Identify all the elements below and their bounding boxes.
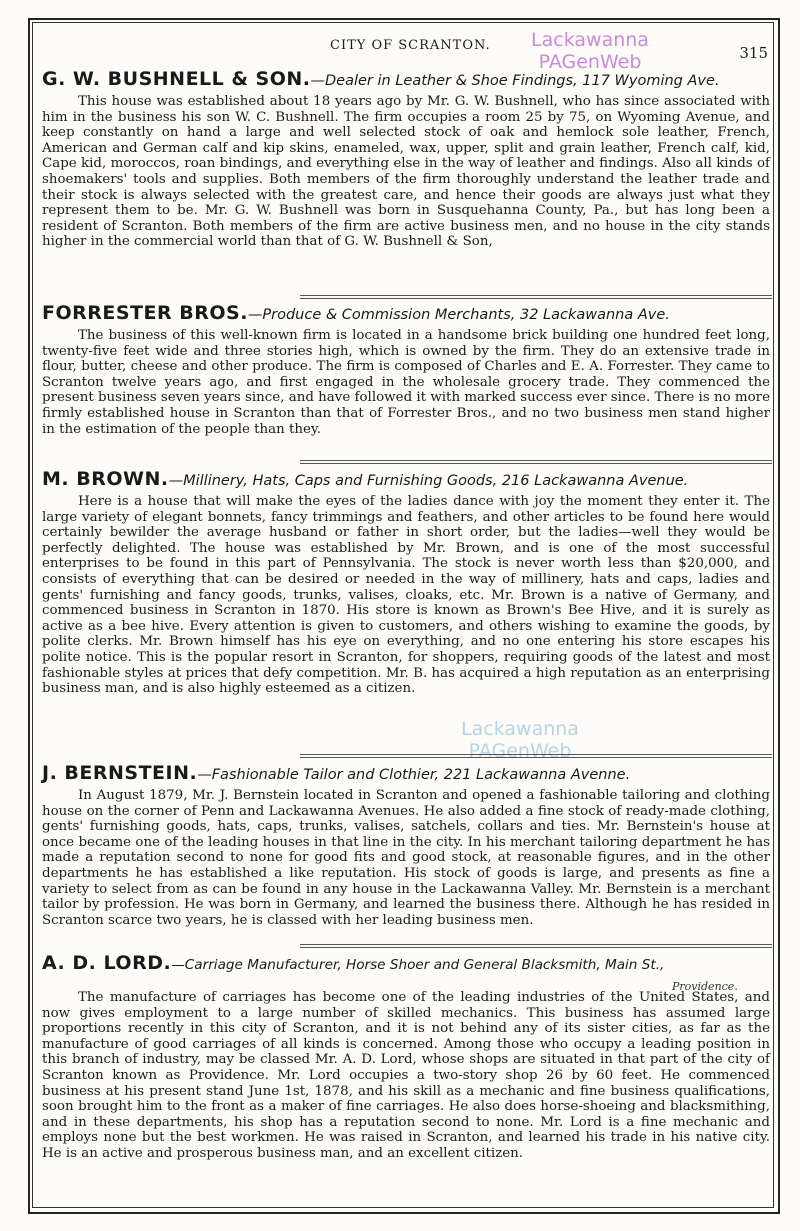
entry-text: The manufacture of carriages has become one of the leading industries of the United States, and now gives employment to a large number of skilled mechanics. This business has assumed large proportions recently in this city of Scranton, and it is not behind any of its sister cities, as far as the manufacture of good carriages of all kinds is concerned. Among those who occupy a leading position in this branch of industry, may be classed Mr. A. D. Lord, whose shops are situated in that part of the city of Scranton known as Providence. Mr. Lord occupies a two-story shop 26 by 60 feet. He commenced business at his present stand June 1st, 1878, and his skill as a mechanic and fine business qualifications, soon brought him to the front as a maker of fine carriages. He also does horse-shoeing and blacksmithing, and in these departments, his shop has a reputation second to none. Mr. Lord is a fine mechanic and employs none but the best workmen. He was raised in Scranton, and learned his trade in his native city. He is an active and prosperous business man, and an excellent citizen. (42, 990, 770, 1161)
entry-lord (42, 950, 770, 1175)
watermark-text: Lackawanna PAGenWeb (531, 29, 649, 73)
section-divider (300, 295, 772, 299)
firm-name: A. D. LORD. (42, 952, 172, 974)
firm-description: —Carriage Manufacturer, Horse Shoer and General Blacksmith, Main St., (171, 957, 665, 973)
entry-bernstein (42, 760, 770, 942)
entry-heading (42, 66, 770, 94)
entry-text: In August 1879, Mr. J. Bernstein located in Scranton and opened a fashionable tailoring and clothing house on the corner of Penn and Lackawanna Avenues. He also added a fine stock of ready-made clothing, gents' furnishing goods, hats, caps, trunks, valises, satchels, collars and ties. Mr. Bernstein's house at once became one of the leading houses in that line in the city. In his merchant tailoring department he has made a reputation second to none for good fits and good stock, at reasonable figures, and in the other departments he has established a like reputation. His stock of goods is large, and presents as fine a variety to select from as can be found in any house in the Lackawanna Valley. Mr. Bernstein is a merchant tailor by profession. He was born in Germany, and learned the business there. Although he has resided in Scranton scarce two years, he is classed with her leading business men. (42, 788, 770, 928)
entry-text: Here is a house that will make the eyes of the ladies dance with joy the moment they enter it. The large variety of elegant bonnets, fancy trimmings and feathers, and other articles to be found here would certainly bewilder the average husband or father in short order, but the ladies—well they would be perfectly delighted. The house was established by Mr. Brown, and is one of the most successful enterprises to be found in this part of Pennsylvania. The stock is never worth less than $20,000, and consists of everything that can be desired or needed in the way of millinery, hats and caps, ladies and gents' furnishing and fancy goods, trunks, valises, cloaks, etc. Mr. Brown is a native of Germany, and commenced business in Scranton in 1870. His store is known as Brown's Bee Hive, and it is surely as active as a bee hive. Every attention is given to customers, and others wishing to examine the goods, by polite clerks. Mr. Brown himself has his eye on everything, and no one entering his store escapes his polite notice. This is the popular resort in Scranton, for shoppers, requiring goods of the latest and most fashionable styles at prices that defy competition. Mr. B. has acquired a high reputation as an enterprising business man, and is also highly esteemed as a citizen. (42, 494, 770, 697)
firm-name: M. BROWN. (42, 468, 169, 490)
running-title: CITY OF SCRANTON. (330, 38, 491, 53)
entry-forrester (42, 300, 770, 451)
firm-name: FORRESTER BROS. (42, 302, 248, 324)
entry-heading (42, 300, 770, 328)
entry-heading (42, 950, 770, 978)
entry-heading (42, 760, 770, 788)
address-continuation: Providence. (672, 980, 738, 993)
page-number: 315 (739, 44, 768, 62)
entry-heading (42, 466, 770, 494)
firm-description: —Fashionable Tailor and Clothier, 221 Lackawanna Avenne. (197, 767, 631, 783)
watermark-text: Lackawanna PAGenWeb (461, 718, 579, 762)
entry-brown (42, 466, 770, 710)
firm-name: J. BERNSTEIN. (42, 762, 198, 784)
entry-bushnell (42, 66, 770, 263)
firm-description: —Produce & Commission Merchants, 32 Lackawanna Ave. (247, 307, 670, 323)
entry-text: The business of this well-known firm is located in a handsome brick building one hundred feet long, twenty-five feet wide and three stories high, which is owned by the firm. They do an extensive trade in flour, butter, cheese and other produce. The firm is composed of Charles and E. A. Forrester. They came to Scranton twelve years ago, and first engaged in the wholesale grocery trade. They commenced the present business seven years since, and have followed it with marked success ever since. There is no more firmly established house in Scranton than that of Forrester Bros., and no two business men stand higher in the estimation of the people than they. (42, 328, 770, 437)
firm-description: —Millinery, Hats, Caps and Furnishing Goods, 216 Lackawanna Avenue. (168, 473, 689, 489)
section-divider (300, 944, 772, 948)
section-divider (300, 460, 772, 464)
section-divider (300, 754, 772, 758)
firm-description: —Dealer in Leather & Shoe Findings, 117 Wyoming Ave. (310, 73, 720, 89)
entry-text: This house was established about 18 years ago by Mr. G. W. Bushnell, who has since associated with him in the business his son W. C. Bushnell. The firm occupies a room 25 by 75, on Wyoming Avenue, and keep constantly on hand a large and well selected stock of oak and hemlock sole leather, French, American and German calf and kip skins, enameled, wax, upper, split and grain leather, French calf, kid, Cape kid, moroccos, roan bindings, and everything else in the way of leather and findings. Also all kinds of shoemakers' tools and supplies. Both members of the firm thoroughly understand the leather trade and their stock is always selected with the greatest care, and hence their goods are always just what they represent them to be. Mr. G. W. Bushnell was born in Susquehanna County, Pa., but has long been a resident of Scranton. Both members of the firm are active business men, and no house in the city stands higher in the commercial world than that of G. W. Bushnell & Son, (42, 94, 770, 250)
firm-name: G. W. BUSHNELL & SON. (42, 68, 311, 90)
